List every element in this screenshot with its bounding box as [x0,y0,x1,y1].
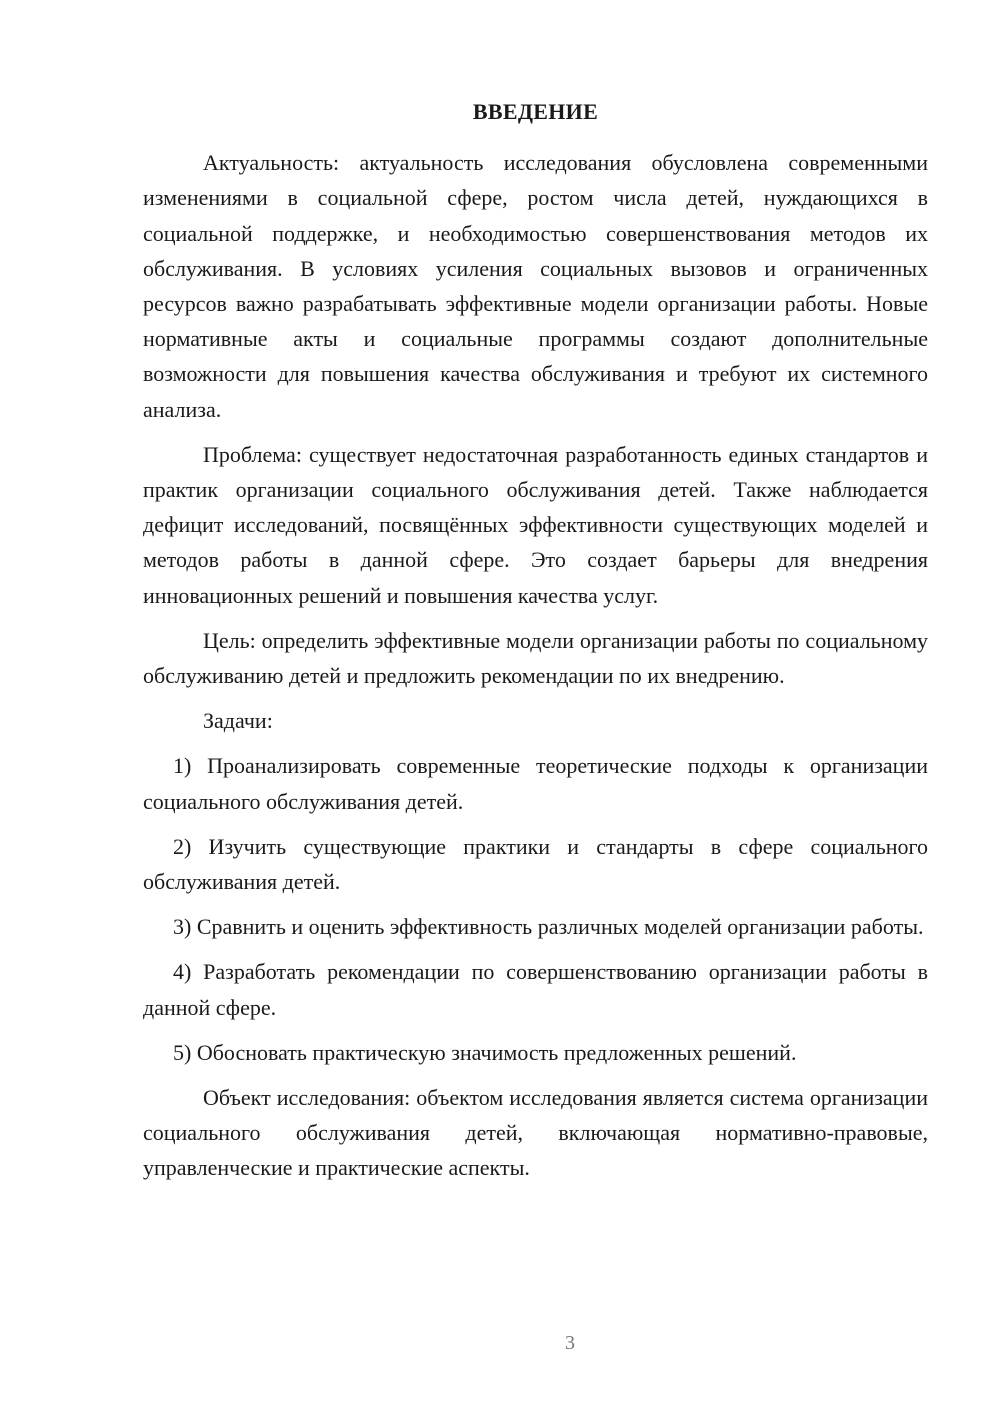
task-item-2: 2) Изучить существующие практики и стандарты в сфере социального обслуживания детей. [143,833,928,895]
section-title: ВВЕДЕНИЕ [472,99,599,124]
object-paragraph: Объект исследования: объектом исследования является система организации социального обслуживания детей, включающая нормативно-правовые, управленческие и практические аспекты. [143,1085,928,1181]
document-page [143,94,928,1196]
tasks-label: Задачи: [203,708,273,734]
problem-paragraph: Проблема: существует недостаточная разработанность единых стандартов и практик организации социального обслуживания детей. Также наблюдается дефицит исследований, посвящённых эффективности существующих моделей и методов работы в данной сфере. Это создает барьеры для внедрения инновационных решений и повышения качества услуг. [143,441,928,608]
task-item-3: 3) Сравнить и оценить эффективность различных моделей организации работы. [173,914,924,940]
task-item-4: 4) Разработать рекомендации по совершенствованию организации работы в данной сфере. [143,959,928,1020]
task-item-1: 1) Проанализировать современные теоретические подходы к организации социального обслуживания детей. [143,753,928,814]
relevance-paragraph: Актуальность: актуальность исследования обусловлена современными изменениями в социальной сфере, ростом числа детей, нуждающихся в социальной поддержке, и необходимостью совершенствования методов их обслуживания. В условиях усиления социальных вызовов и ограниченных ресурсов важно разрабатывать эффективные модели организации работы. Новые нормативные акты и социальные программы создают дополнительные возможности для повышения качества обслуживания и требуют их системного анализа. [143,150,928,422]
task-item-5: 5) Обосновать практическую значимость предложенных решений. [173,1039,797,1065]
goal-paragraph: Цель: определить эффективные модели организации работы по социальному обслуживанию детей и предложить рекомендации по их внедрению. [143,627,928,689]
page-number: 3 [565,1332,575,1354]
